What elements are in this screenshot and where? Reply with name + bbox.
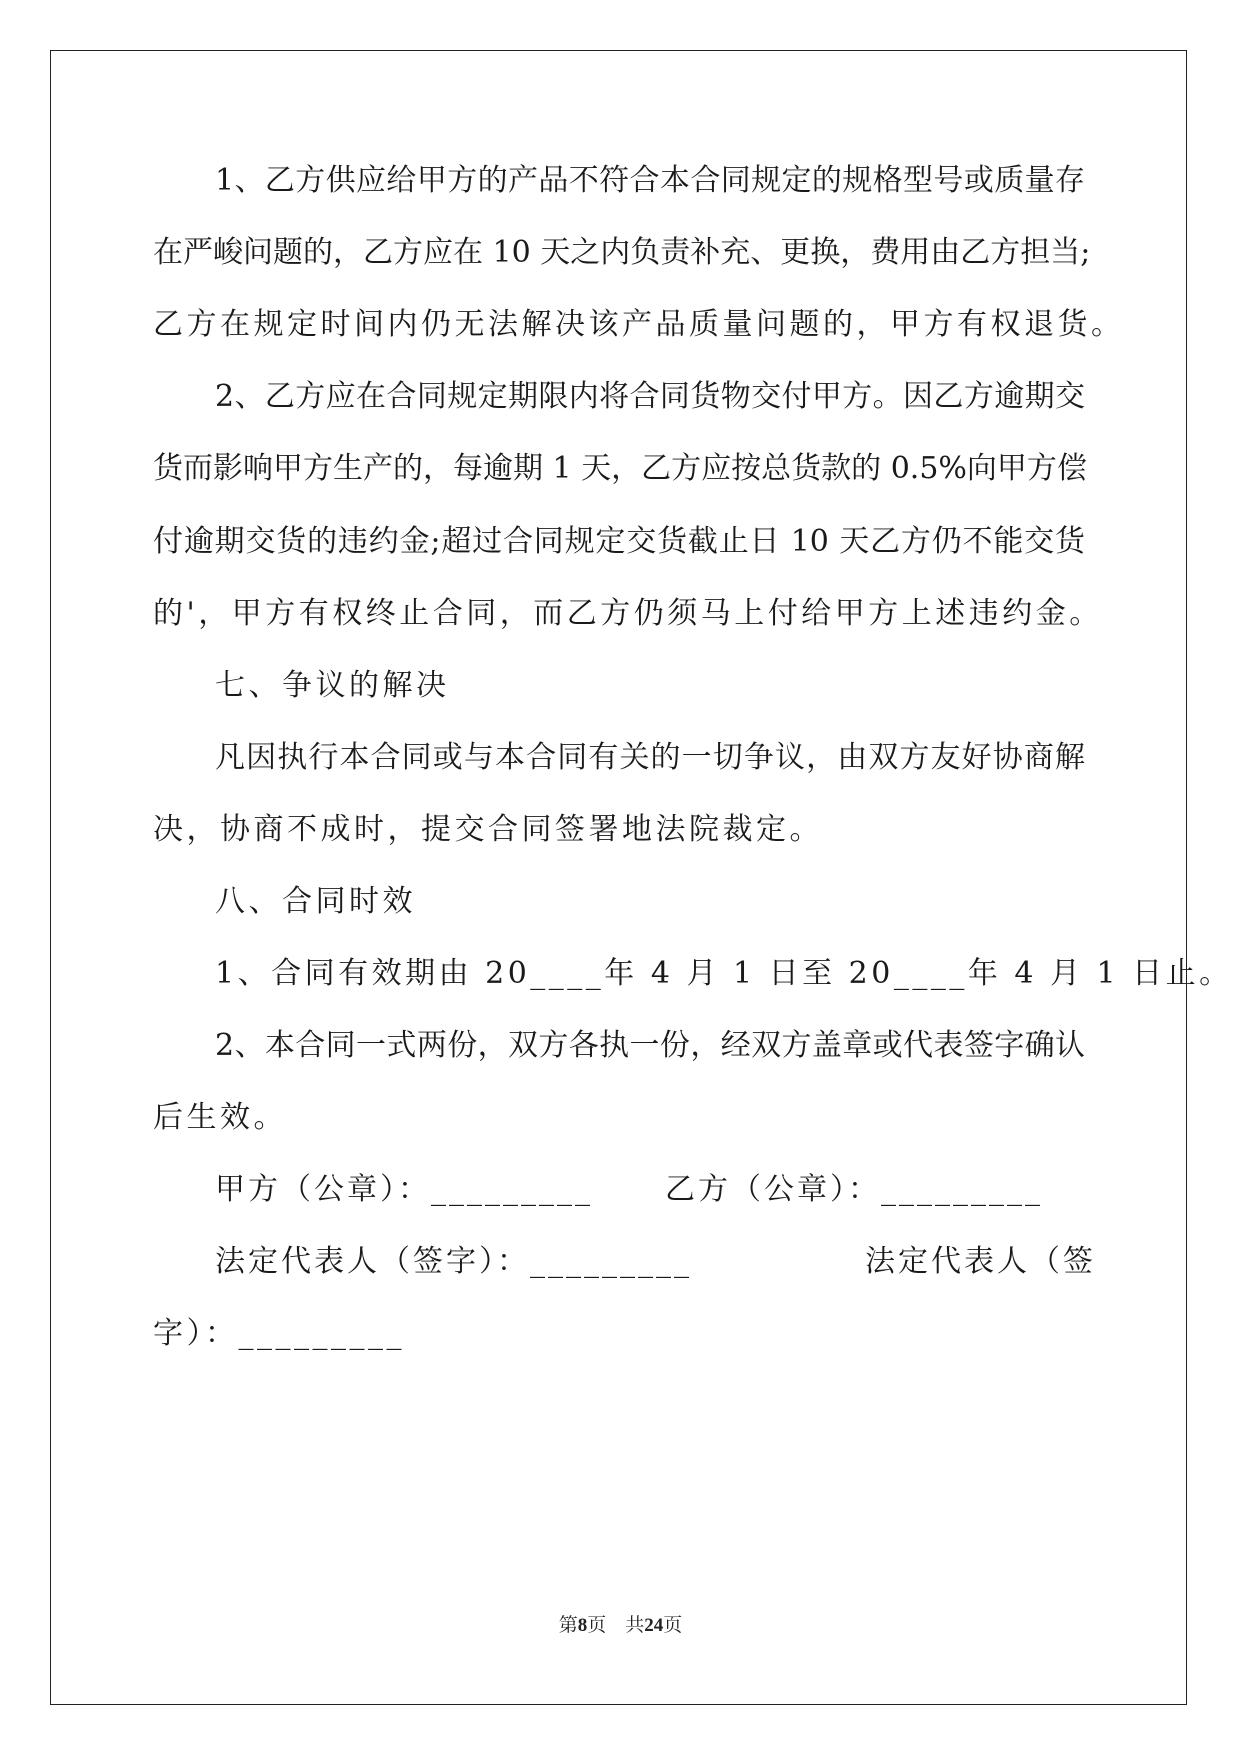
paragraph-line: 的'，甲方有权终止合同，而乙方仍须马上付给甲方上述违约金。 xyxy=(153,596,1103,631)
page-border xyxy=(50,50,1187,1705)
paragraph-line: 1、合同有效期由 20____年 4 月 1 日至 20____年 4 月 1 日止。 xyxy=(215,956,1233,991)
paragraph-line: 2、本合同一式两份，双方各执一份，经双方盖章或代表签字确认 xyxy=(215,1028,1085,1063)
page-suffix: 页 xyxy=(663,1615,683,1636)
paragraph-line: 在严峻问题的，乙方应在 10 天之内负责补充、更换，费用由乙方担当; xyxy=(153,235,1091,270)
paragraph-line: 付逾期交货的违约金;超过合同规定交货截止日 10 天乙方仍不能交货 xyxy=(153,524,1085,559)
paragraph-line: 凡因执行本合同或与本合同有关的一切争议，由双方友好协商解 xyxy=(215,740,1085,775)
current-page: 8 xyxy=(577,1615,588,1636)
section-heading-8: 八、合同时效 xyxy=(215,884,416,919)
party-b-seal: 乙方（公章）：_________ xyxy=(665,1172,1043,1207)
party-b-representative: 法定代表人（签 xyxy=(865,1244,1096,1279)
paragraph-line: 后生效。 xyxy=(153,1100,287,1135)
party-a-representative: 法定代表人（签字）：_________ xyxy=(215,1244,692,1279)
paragraph-line: 货而影响甲方生产的，每逾期 1 天，乙方应按总货款的 0.5%向甲方偿 xyxy=(153,451,1087,486)
total-pages: 24 xyxy=(644,1615,664,1636)
page-prefix: 第 xyxy=(558,1615,578,1636)
party-b-representative-cont: 字）：_________ xyxy=(153,1316,405,1351)
section-heading-7: 七、争议的解决 xyxy=(215,668,450,703)
paragraph-line: 决，协商不成时，提交合同签署地法院裁定。 xyxy=(153,812,823,847)
paragraph-line: 2、乙方应在合同规定期限内将合同货物交付甲方。因乙方逾期交 xyxy=(215,379,1085,414)
paragraph-line: 乙方在规定时间内仍无法解决该产品质量问题的，甲方有权退货。 xyxy=(153,307,1125,342)
paragraph-line: 1、乙方供应给甲方的产品不符合本合同规定的规格型号或质量存 xyxy=(215,163,1085,198)
party-a-seal: 甲方（公章）：_________ xyxy=(215,1172,593,1207)
page-mid: 页 共 xyxy=(587,1615,645,1636)
page-number xyxy=(0,1610,1241,1637)
